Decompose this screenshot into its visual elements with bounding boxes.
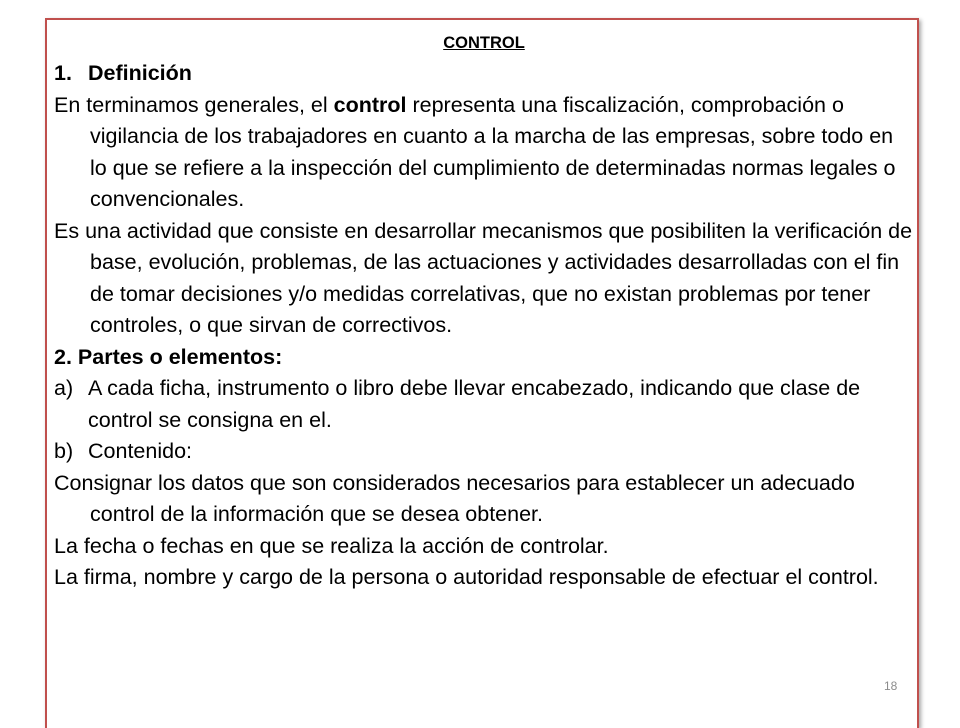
- paragraph-fecha: La fecha o fechas en que se realiza la acción de controlar.: [54, 533, 609, 558]
- list-item-text: Contenido:: [88, 439, 192, 463]
- list-marker: a): [54, 376, 74, 400]
- paragraph-definition: [54, 90, 914, 216]
- paragraph-firma: La firma, nombre y cargo de la persona o autoridad responsable de efectuar el control.: [54, 565, 879, 589]
- paragraph-consignar: Consignar los datos que son considerados necesarios para establecer un adecuado control de la información que se desea obtener.: [54, 470, 855, 526]
- slide-title: CONTROL: [443, 34, 525, 52]
- list-item-a: [54, 373, 914, 436]
- paragraph-text: representa una fiscalización, comprobación o vigilancia de los trabajadores en cuanto a la marcha de las empresas, sobre todo en lo que se refiere a la inspección del cumplimiento de determinadas normas legales o convencionales.: [90, 92, 896, 211]
- list-item-text: A cada ficha, instrumento o libro debe llevar encabezado, indicando que clase de control se consigna en el.: [88, 376, 861, 432]
- list-item-b: [54, 436, 914, 468]
- section-heading-partes: 2. Partes o elementos:: [54, 344, 283, 369]
- section-heading-definicion: [54, 58, 914, 90]
- bold-term: control: [333, 92, 407, 117]
- section-heading-text: Definición: [88, 61, 192, 85]
- paragraph-text: En terminamos generales, el: [54, 92, 334, 117]
- page-number: 18: [884, 679, 898, 693]
- slide-content: [54, 30, 914, 594]
- paragraph-activity: Es una actividad que consiste en desarrollar mecanismos que posibiliten la verificación de base, evolución, problemas, de las actuaciones y actividades desarrolladas con el fin de tomar decisiones y/o medidas correlativas, que no existan problemas por tener controles, o que sirvan de correctivos.: [54, 218, 913, 337]
- section-number: 1.: [54, 61, 72, 85]
- list-marker: b): [54, 439, 74, 463]
